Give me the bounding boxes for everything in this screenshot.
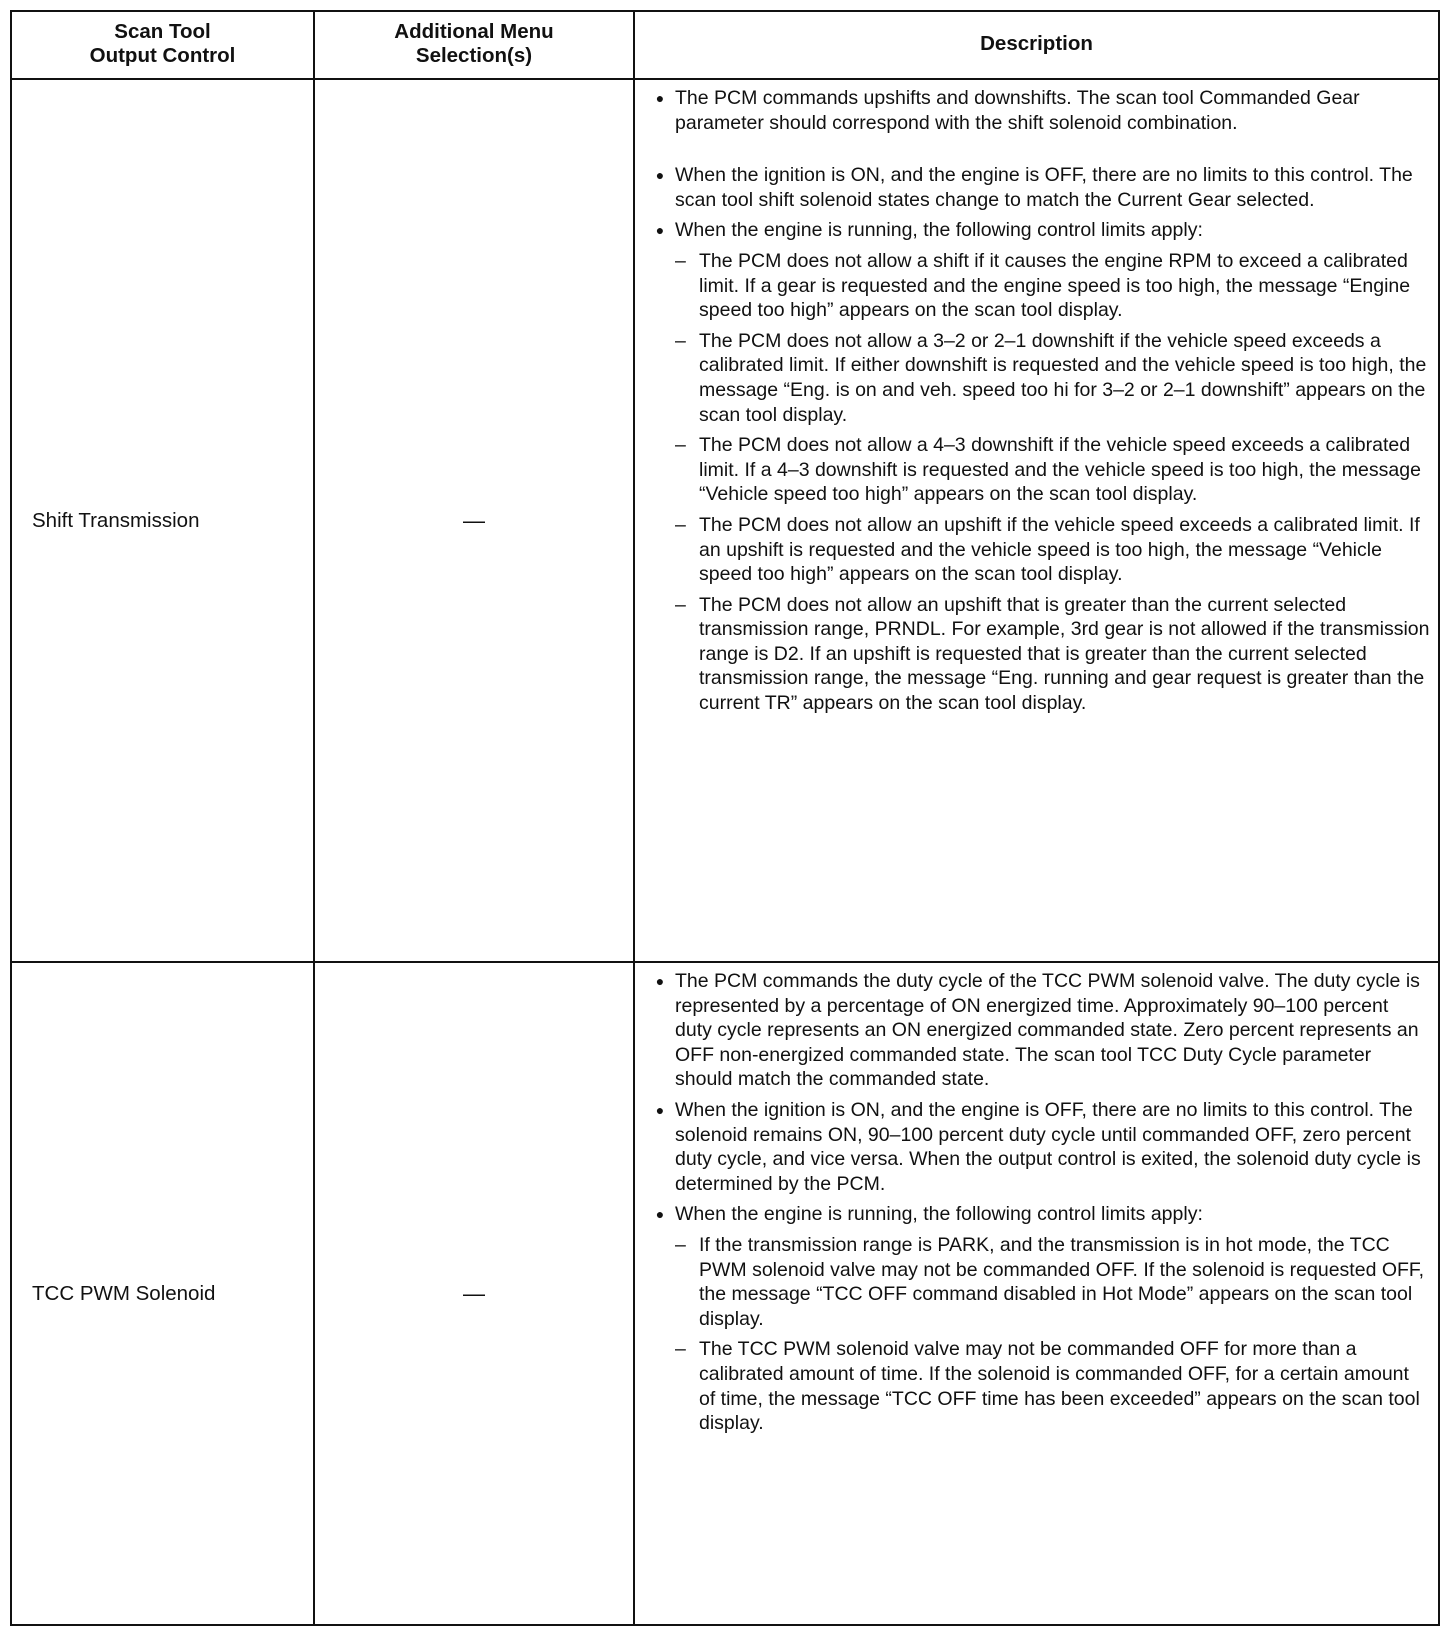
dash-icon: – [675,1233,686,1256]
bullet-item [645,86,1430,135]
table-header-row [11,11,1439,79]
sub-item [675,329,1430,427]
bullet-item [645,218,1430,243]
dash-icon: – [675,1338,686,1361]
sub-item-text: The PCM does not allow a 3–2 or 2–1 downshift if the vehicle speed exceeds a calibrated limit. If either downshift is requested and the vehicle speed is too high, the message “Eng. is on and veh. speed too hi for 3–2 or 2–1 downshift” appears on the scan tool display. [699,329,1427,426]
bullet-text: When the engine is running, the following control limits apply: [675,1203,1203,1226]
dash-icon: – [675,434,686,457]
dash-icon: – [675,513,686,536]
description-cell [634,79,1439,962]
header-scan-tool-output-control: Scan Tool Output Control [11,11,314,79]
bullet-icon: ● [655,167,665,184]
additional-menu-selection: — [314,962,634,1625]
sub-item-text: The TCC PWM solenoid valve may not be commanded OFF for more than a calibrated amount of time. If the solenoid is commanded OFF, for a certain amount of time, the message “TCC OFF time has been exceeded” appears on the scan tool display. [699,1338,1420,1435]
dash-icon: – [675,593,686,616]
output-control-table [10,10,1440,1626]
dash-icon: – [675,249,686,272]
bullet-item [645,1098,1430,1196]
bullet-text: The PCM commands the duty cycle of the TCC PWM solenoid valve. The duty cycle is represented by a percentage of ON energized time. Approximately 90–100 percent duty cycle represents an ON energized commanded state. Zero percent represents an OFF non-energized commanded state. The scan tool TCC Duty Cycle parameter should match the commanded state. [675,970,1420,1091]
header-additional-menu-selections: Additional Menu Selection(s) [314,11,634,79]
additional-menu-selection: — [314,79,634,962]
bullet-text: When the engine is running, the following control limits apply: [675,219,1203,242]
sub-item-text: The PCM does not allow a 4–3 downshift if the vehicle speed exceeds a calibrated limit. If a 4–3 downshift is requested and the vehicle speed is too high, the message “Vehicle speed too high” appears on the scan tool display. [699,434,1421,506]
sub-item-text: The PCM does not allow a shift if it causes the engine RPM to exceed a calibrated limit. If a gear is requested and the engine speed is too high, the message “Engine speed too high” appears on the scan tool display. [699,249,1411,322]
bullet-icon: ● [655,973,665,989]
sub-item-text: The PCM does not allow an upshift that is greater than the current selected transmission range, PRNDL. For example, 3rd gear is not allowed if the transmission range is D2. If an upshift is requested that is greater than the current selected transmission range, the message “Eng. running and gear request is greater than the current TR” appears on the scan tool display. [699,593,1430,715]
table-row [11,962,1439,1625]
sub-item [675,1233,1430,1331]
bullet-icon: ● [655,90,665,106]
dash-icon: – [675,329,686,352]
bullet-text: When the ignition is ON, and the engine is OFF, there are no limits to this control. The scan tool shift solenoid states change to match the Current Gear selected. [675,164,1413,211]
sub-item [675,433,1430,507]
bullet-icon: ● [655,1101,665,1118]
bullet-icon: ● [655,1206,665,1223]
table-row [11,79,1439,962]
bullet-item [645,1202,1430,1227]
bullet-item [645,969,1430,1092]
output-control-name: TCC PWM Solenoid [11,962,314,1625]
sub-item-text: The PCM does not allow an upshift if the vehicle speed exceeds a calibrated limit. If an upshift is requested and the vehicle speed is too high, the message “Vehicle speed too high” appears on the scan tool display. [699,513,1420,586]
description-cell [634,962,1439,1625]
sub-item [675,513,1430,587]
output-control-name: Shift Transmission [11,79,314,962]
bullet-text: The PCM commands upshifts and downshifts. The scan tool Commanded Gear parameter should correspond with the shift solenoid combination. [675,87,1360,134]
bullet-icon: ● [655,222,665,239]
bullet-text: When the ignition is ON, and the engine is OFF, there are no limits to this control. The solenoid remains ON, 90–100 percent duty cycle until commanded OFF, zero percent duty cycle, and vice versa. When the output control is exited, the solenoid duty cycle is determined by the PCM. [675,1098,1421,1195]
sub-item-text: If the transmission range is PARK, and the transmission is in hot mode, the TCC PWM solenoid valve may not be commanded OFF. If the solenoid is requested OFF, the message “TCC OFF command disabled in Hot Mode” appears on the scan tool display. [699,1233,1425,1330]
header-description: Description [634,11,1439,79]
sub-item [675,249,1430,323]
sub-item [675,1337,1430,1435]
bullet-item [645,163,1430,212]
spacer [645,141,1430,163]
sub-item [675,593,1430,716]
